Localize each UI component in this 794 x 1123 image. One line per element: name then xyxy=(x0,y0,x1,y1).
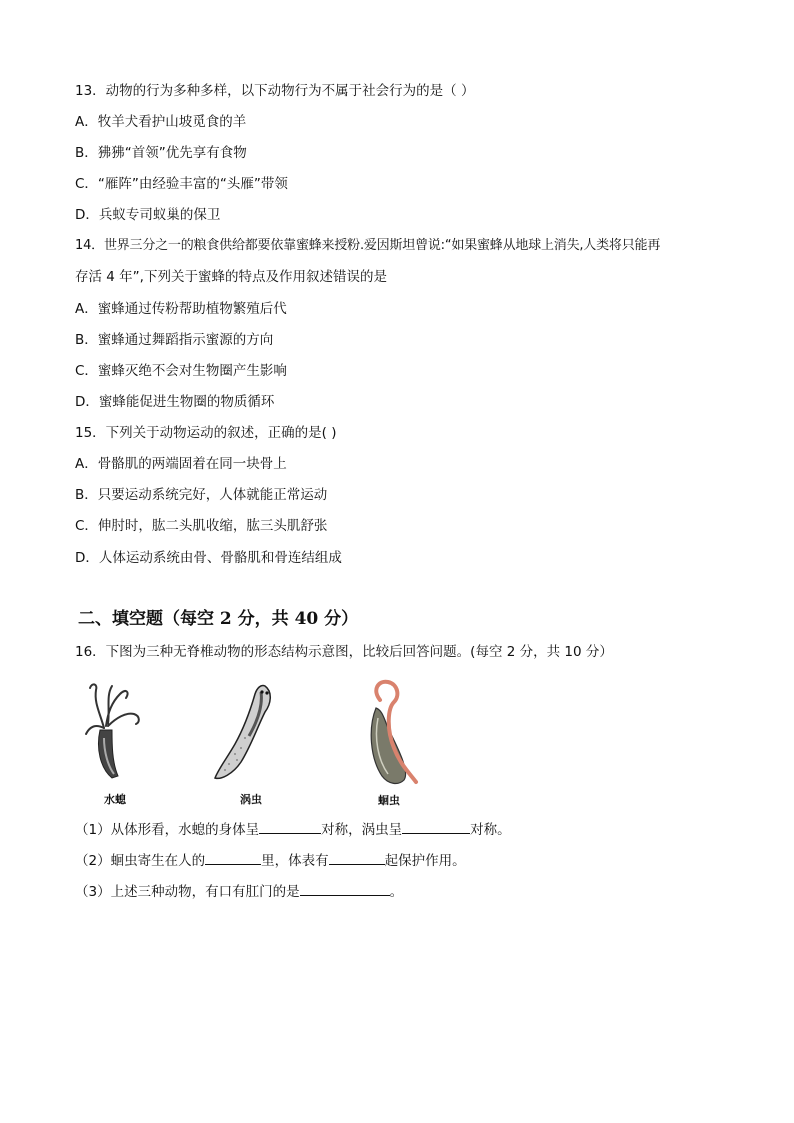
q16-sub3-text-a: （3）上述三种动物，有口有肛门的是 xyxy=(75,884,300,900)
q13-option-b: B．狒狒“首领”优先享有食物 xyxy=(75,145,247,161)
planarian-label: 涡虫 xyxy=(240,793,262,806)
q14-option-b: B．蜜蜂通过舞蹈指示蜜源的方向 xyxy=(75,332,274,348)
q16-sub3-blank[interactable] xyxy=(300,883,390,896)
q14-option-c: C．蜜蜂灭绝不会对生物圈产生影响 xyxy=(75,363,287,379)
q16-sub1-text-a: （1）从体形看，水螅的身体呈 xyxy=(75,822,260,838)
q16-sub2-text-c: 起保护作用。 xyxy=(384,853,466,869)
q16-sub1 xyxy=(75,821,511,839)
q15-option-c: C．伸肘时，肱二头肌收缩，肱三头肌舒张 xyxy=(75,518,328,534)
roundworm-label: 蛔虫 xyxy=(378,794,400,807)
q14-stem-line1: 14．世界三分之一的粮食供给都要依靠蜜蜂来授粉.爱因斯坦曾说:“如果蜜蜂从地球上消失,人类将只能再 xyxy=(75,238,661,253)
q16-stem: 16．下图为三种无脊椎动物的形态结构示意图，比较后回答问题。(每空 2 分，共 10 分） xyxy=(75,644,613,660)
q16-sub2-blank2[interactable] xyxy=(329,852,385,865)
q15-option-d: D．人体运动系统由骨、骨骼肌和骨连结组成 xyxy=(75,550,342,566)
q15-stem: 15．下列关于动物运动的叙述，正确的是( ) xyxy=(75,425,337,441)
q13-option-c: C．“雁阵”由经验丰富的“头雁”带领 xyxy=(75,176,288,192)
q16-sub3 xyxy=(75,883,403,901)
q16-sub1-text-b: 对称，涡虫呈 xyxy=(321,822,403,838)
q13-option-a: A．牧羊犬看护山坡觅食的羊 xyxy=(75,114,247,130)
q16-sub2-blank1[interactable] xyxy=(205,852,261,865)
q13-stem: 13．动物的行为多种多样，以下动物行为不属于社会行为的是（ ） xyxy=(75,83,475,99)
q16-sub1-blank1[interactable] xyxy=(259,821,321,834)
q16-sub2-text-b: 里，体表有 xyxy=(261,853,329,869)
q14-stem-line2: 存活 4 年”,下列关于蜜蜂的特点及作用叙述错误的是 xyxy=(75,269,387,285)
q14-option-a: A．蜜蜂通过传粉帮助植物繁殖后代 xyxy=(75,301,287,317)
hydra-illustration xyxy=(82,678,162,788)
q16-sub2-text-a: （2）蛔虫寄生在人的 xyxy=(75,853,206,869)
roundworm-illustration xyxy=(358,678,428,790)
hydra-label: 水螅 xyxy=(104,793,126,806)
planarian-illustration xyxy=(205,678,285,788)
q14-option-d: D．蜜蜂能促进生物圈的物质循环 xyxy=(75,394,275,410)
q16-sub3-text-b: 。 xyxy=(389,884,404,900)
q13-option-d: D．兵蚁专司蚁巢的保卫 xyxy=(75,207,221,223)
q15-option-a: A．骨骼肌的两端固着在同一块骨上 xyxy=(75,456,287,472)
q16-sub2 xyxy=(75,852,466,870)
q16-sub1-blank2[interactable] xyxy=(402,821,470,834)
q16-sub1-text-c: 对称。 xyxy=(470,822,511,838)
q15-option-b: B．只要运动系统完好，人体就能正常运动 xyxy=(75,487,328,503)
section-heading: 二、填空题（每空 2 分，共 40 分） xyxy=(78,609,359,629)
